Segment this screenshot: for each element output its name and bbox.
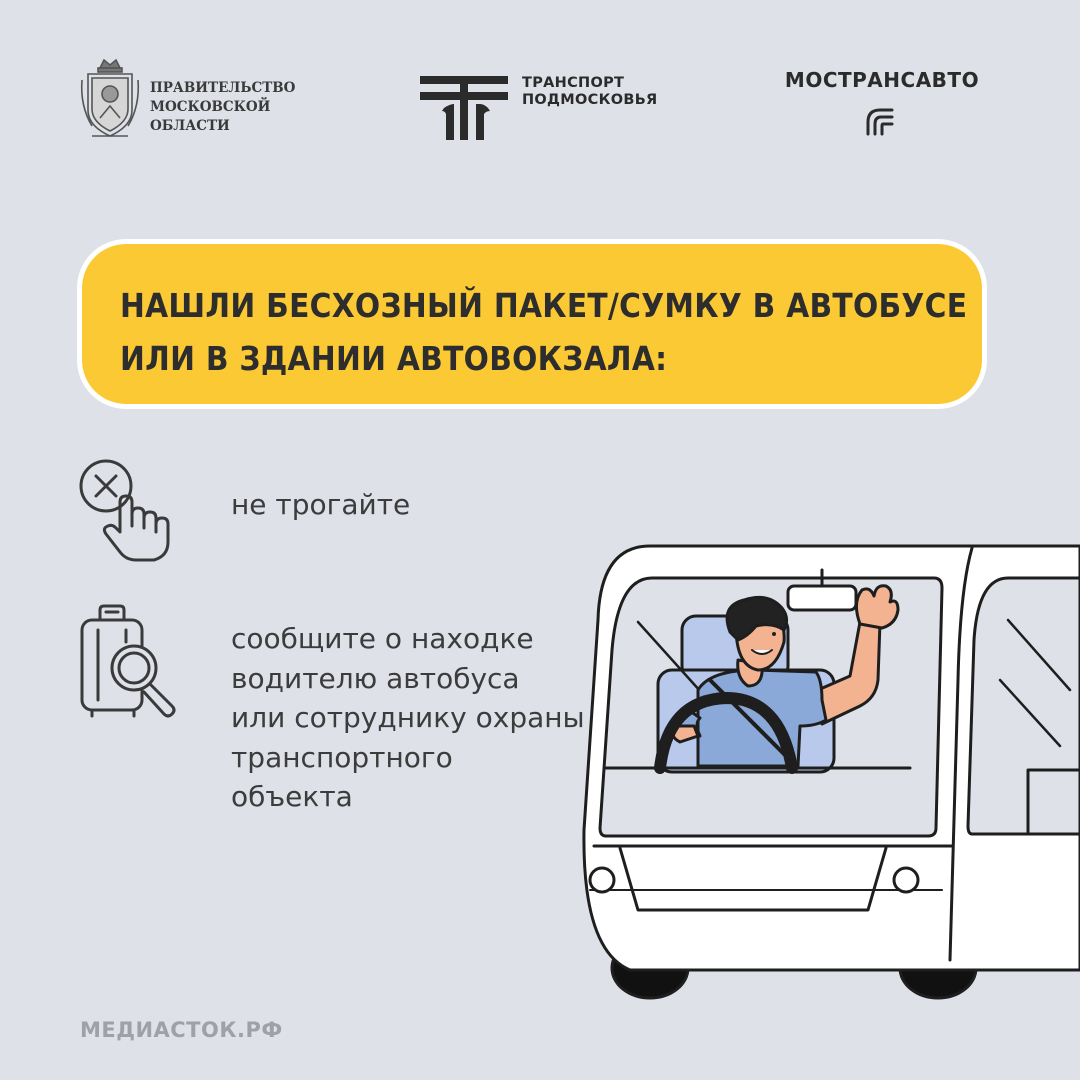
instruction-2-line-4: транспортного	[231, 740, 453, 774]
headline-line-1: НАШЛИ БЕСХОЗНЫЙ ПАКЕТ/СУМКУ В АВТОБУСЕ	[120, 286, 968, 325]
bus-driver-illustration	[560, 530, 1080, 1010]
government-line-1: ПРАВИТЕЛЬСТВО	[150, 80, 296, 96]
headline-text	[120, 279, 980, 385]
suitcase-magnifier-icon	[72, 602, 188, 722]
instruction-2-line-5: объекта	[231, 780, 353, 813]
instruction-2-line-2: водителю автобуса	[231, 661, 520, 695]
driver-hand-waving	[856, 586, 898, 628]
rearview-mirror	[788, 586, 856, 610]
transport-name	[522, 75, 742, 109]
footer-source: МЕДИАСТОК.РФ	[80, 1018, 283, 1042]
transport-line-1: ТРАНСПОРТ	[522, 75, 625, 91]
government-name	[150, 79, 340, 136]
instruction-1-line-1: не трогайте	[231, 488, 411, 521]
mostransavto-name: МОСТРАНСАВТО	[784, 68, 980, 92]
coat-of-arms-icon	[78, 56, 142, 140]
transport-line-2: ПОДМОСКОВЬЯ	[522, 92, 658, 108]
transport-logo-icon	[420, 74, 510, 140]
instruction-report-finding	[231, 619, 591, 817]
instruction-2-line-3: или сотруднику охраны	[231, 701, 585, 734]
bus-headlight-right	[894, 868, 918, 892]
headline-line-2: ИЛИ В ЗДАНИИ АВТОВОКЗАЛА:	[120, 339, 668, 378]
do-not-touch-hand-icon	[76, 456, 176, 564]
government-line-3: ОБЛАСТИ	[150, 118, 230, 134]
instruction-2-line-1: сообщите о находке	[231, 622, 534, 655]
bus-headlight-left	[590, 868, 614, 892]
mostransavto-logo-icon	[862, 104, 902, 136]
government-line-2: МОСКОВСКОЙ	[150, 99, 271, 115]
instruction-dont-touch	[231, 485, 410, 525]
